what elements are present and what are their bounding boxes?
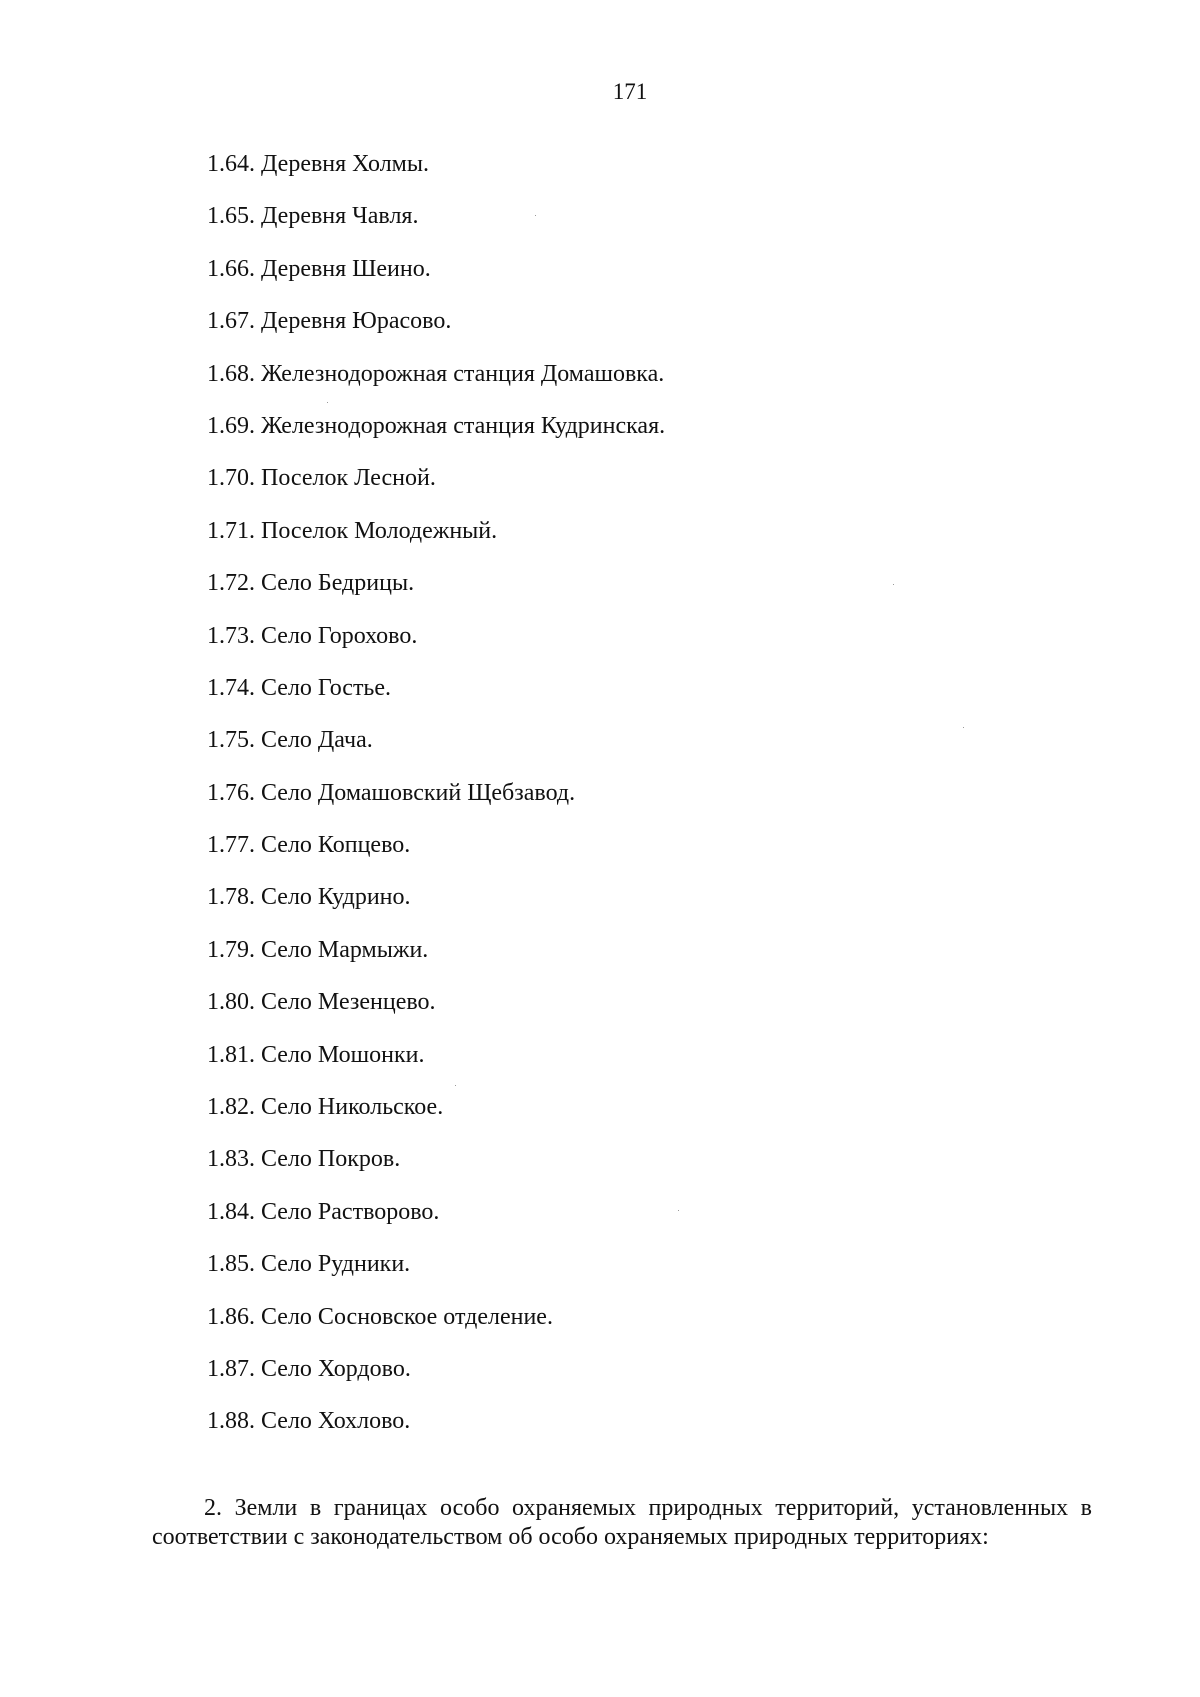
page-number: 171 (612, 79, 648, 104)
list-item: 1.65. Деревня Чавля. (207, 203, 419, 230)
list-item: 1.69. Железнодорожная станция Кудринская. (207, 412, 666, 439)
scan-speck (678, 1210, 679, 1211)
settlement-list (207, 150, 665, 1460)
scan-speck (535, 215, 536, 216)
list-item: 1.72. Село Бедрицы. (207, 570, 415, 597)
list-item: 1.87. Село Хордово. (207, 1355, 411, 1382)
list-item: 1.70. Поселок Лесной. (207, 465, 436, 492)
list-item: 1.83. Село Покров. (207, 1146, 401, 1173)
scan-speck (455, 1085, 456, 1086)
list-item: 1.80. Село Мезенцево. (207, 989, 436, 1016)
list-item: 1.82. Село Никольское. (207, 1094, 444, 1121)
list-item: 1.67. Деревня Юрасово. (207, 308, 452, 335)
list-item: 1.75. Село Дача. (207, 727, 373, 754)
list-item: 1.74. Село Гостье. (207, 674, 392, 701)
list-item: 1.71. Поселок Молодежный. (207, 517, 498, 544)
scan-speck (327, 402, 328, 403)
scan-speck (893, 584, 894, 585)
list-item: 1.78. Село Кудрино. (207, 884, 411, 911)
list-item: 1.85. Село Рудники. (207, 1251, 411, 1278)
list-item: 1.73. Село Горохово. (207, 622, 418, 649)
list-item: 1.64. Деревня Холмы. (207, 151, 429, 177)
scan-speck (963, 727, 964, 728)
list-item: 1.76. Село Домашовский Щебзавод. (207, 779, 576, 806)
list-item: 1.86. Село Сосновское отделение. (207, 1303, 553, 1330)
list-item: 1.88. Село Хохлово. (207, 1408, 411, 1435)
section-2-paragraph: 2. Земли в границах особо охраняемых природных территорий, установленных в соответствии с законодательством об особо охраняемых природных территориях: (152, 1495, 1092, 1550)
list-item: 1.66. Деревня Шеино. (207, 255, 431, 282)
list-item: 1.79. Село Мармыжи. (207, 936, 429, 963)
list-item: 1.77. Село Копцево. (207, 832, 411, 859)
list-item: 1.81. Село Мошонки. (207, 1041, 425, 1068)
list-item: 1.84. Село Растворово. (207, 1198, 440, 1225)
list-item: 1.68. Железнодорожная станция Домашовка. (207, 360, 665, 387)
